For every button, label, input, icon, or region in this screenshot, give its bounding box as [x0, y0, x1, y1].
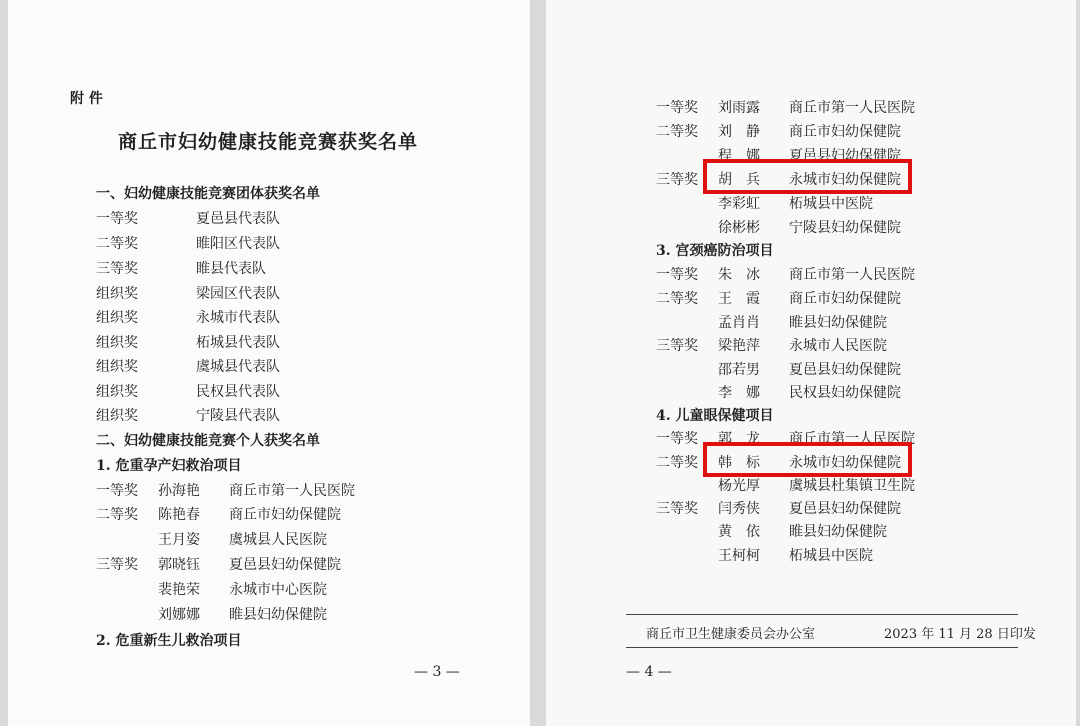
- winner-org: 宁陵县妇幼保健院: [789, 220, 901, 236]
- winner-name: 王 霞: [718, 291, 760, 307]
- winner-org: 永城市中心医院: [229, 582, 327, 598]
- section-heading-individual: 二、妇幼健康技能竞赛个人获奖名单: [96, 433, 320, 449]
- winner-org: 商丘市第一人民医院: [229, 483, 355, 499]
- winner-org: 夏邑县妇幼保健院: [789, 362, 901, 378]
- award-level: 二等奖: [96, 507, 138, 523]
- award-level: 一等奖: [656, 100, 698, 116]
- winner-org: 夏邑县妇幼保健院: [229, 557, 341, 573]
- section-heading-team: 一、妇幼健康技能竞赛团体获奖名单: [96, 186, 320, 202]
- team-award: 组织奖: [96, 286, 138, 302]
- winner-org: 永城市人民医院: [789, 338, 887, 354]
- winner-name: 王柯柯: [718, 548, 760, 564]
- winner-org: 商丘市妇幼保健院: [789, 124, 901, 140]
- highlight-box-han-biao: [703, 442, 912, 477]
- team-award: 三等奖: [96, 261, 138, 277]
- winner-name: 程 娜: [718, 148, 760, 164]
- winner-name: 郭晓钰: [158, 557, 200, 573]
- team-name: 梁园区代表队: [196, 286, 280, 302]
- winner-org: 睢县妇幼保健院: [229, 607, 327, 623]
- winner-name: 陈艳春: [158, 507, 200, 523]
- page-number: — 3 —: [414, 664, 460, 680]
- team-name: 睢阳区代表队: [196, 236, 280, 252]
- footer-date: 2023 年 11 月 28 日印发: [884, 627, 1036, 642]
- footer-issuer: 商丘市卫生健康委员会办公室: [646, 627, 816, 642]
- team-name: 永城市代表队: [196, 310, 280, 326]
- footer-rule-top: [626, 614, 1018, 615]
- subsection-heading: 2. 危重新生儿救治项目: [96, 633, 242, 649]
- award-level: 一等奖: [656, 267, 698, 283]
- winner-name: 裴艳荣: [158, 582, 200, 598]
- team-name: 睢县代表队: [196, 261, 266, 277]
- attachment-label: 附 件: [70, 91, 103, 107]
- award-level: 三等奖: [656, 338, 698, 354]
- team-name: 夏邑县代表队: [196, 211, 280, 227]
- subsection-heading: 1. 危重孕产妇救治项目: [96, 458, 242, 474]
- winner-name: 梁艳萍: [718, 338, 760, 354]
- winner-org: 夏邑县妇幼保健院: [789, 501, 901, 517]
- winner-name: 孟肖肖: [718, 315, 760, 331]
- team-name: 柘城县代表队: [196, 335, 280, 351]
- winner-name: 李 娜: [718, 385, 760, 401]
- team-award: 二等奖: [96, 236, 138, 252]
- winner-org: 商丘市第一人民医院: [789, 431, 915, 447]
- winner-name: 邵若男: [718, 362, 760, 378]
- winner-name: 李彩虹: [718, 196, 760, 212]
- winner-name: 胡 兵: [718, 172, 760, 188]
- winner-org: 民权县妇幼保健院: [789, 385, 901, 401]
- winner-org: 商丘市妇幼保健院: [229, 507, 341, 523]
- winner-org: 柘城县中医院: [789, 196, 873, 212]
- footer-rule-bottom: [626, 647, 1018, 648]
- winner-org: 睢县妇幼保健院: [789, 315, 887, 331]
- winner-org: 睢县妇幼保健院: [789, 524, 887, 540]
- team-name: 虞城县代表队: [196, 359, 280, 375]
- winner-org: 商丘市第一人民医院: [789, 267, 915, 283]
- winner-org: 虞城县人民医院: [229, 532, 327, 548]
- winner-org: 商丘市第一人民医院: [789, 100, 915, 116]
- award-level: 二等奖: [656, 455, 698, 471]
- award-level: 二等奖: [656, 124, 698, 140]
- winner-name: 刘 静: [718, 124, 760, 140]
- award-level: 一等奖: [656, 431, 698, 447]
- winner-name: 徐彬彬: [718, 220, 760, 236]
- winner-name: 朱 冰: [718, 267, 760, 283]
- document-page-4: [546, 0, 1076, 726]
- winner-org: 虞城县杜集镇卫生院: [789, 478, 915, 494]
- winner-name: 王月姿: [158, 532, 200, 548]
- highlight-box-hu-bing: [703, 159, 912, 194]
- team-award: 组织奖: [96, 384, 138, 400]
- award-level: 三等奖: [96, 557, 138, 573]
- winner-name: 黄 依: [718, 524, 760, 540]
- winner-org: 永城市妇幼保健院: [789, 455, 901, 471]
- winner-name: 孙海艳: [158, 483, 200, 499]
- winner-name: 郭 龙: [718, 431, 760, 447]
- subsection-heading: 3. 宫颈癌防治项目: [656, 243, 774, 259]
- winner-org: 商丘市妇幼保健院: [789, 291, 901, 307]
- winner-name: 韩 标: [718, 455, 760, 471]
- team-award: 一等奖: [96, 211, 138, 227]
- team-award: 组织奖: [96, 359, 138, 375]
- document-title: 商丘市妇幼健康技能竞赛获奖名单: [118, 131, 419, 153]
- winner-name: 刘娜娜: [158, 607, 200, 623]
- winner-org: 永城市妇幼保健院: [789, 172, 901, 188]
- award-level: 三等奖: [656, 172, 698, 188]
- winner-name: 闫秀侠: [718, 501, 760, 517]
- subsection-heading: 4. 儿童眼保健项目: [656, 408, 774, 424]
- team-award: 组织奖: [96, 408, 138, 424]
- winner-name: 刘雨露: [718, 100, 760, 116]
- winner-org: 夏邑县妇幼保健院: [789, 148, 901, 164]
- team-name: 宁陵县代表队: [196, 408, 280, 424]
- winner-org: 柘城县中医院: [789, 548, 873, 564]
- document-page-3: [8, 0, 530, 726]
- award-level: 二等奖: [656, 291, 698, 307]
- award-level: 三等奖: [656, 501, 698, 517]
- team-name: 民权县代表队: [196, 384, 280, 400]
- team-award: 组织奖: [96, 335, 138, 351]
- team-award: 组织奖: [96, 310, 138, 326]
- award-level: 一等奖: [96, 483, 138, 499]
- winner-name: 杨光厚: [718, 478, 760, 494]
- page-number: — 4 —: [626, 664, 672, 680]
